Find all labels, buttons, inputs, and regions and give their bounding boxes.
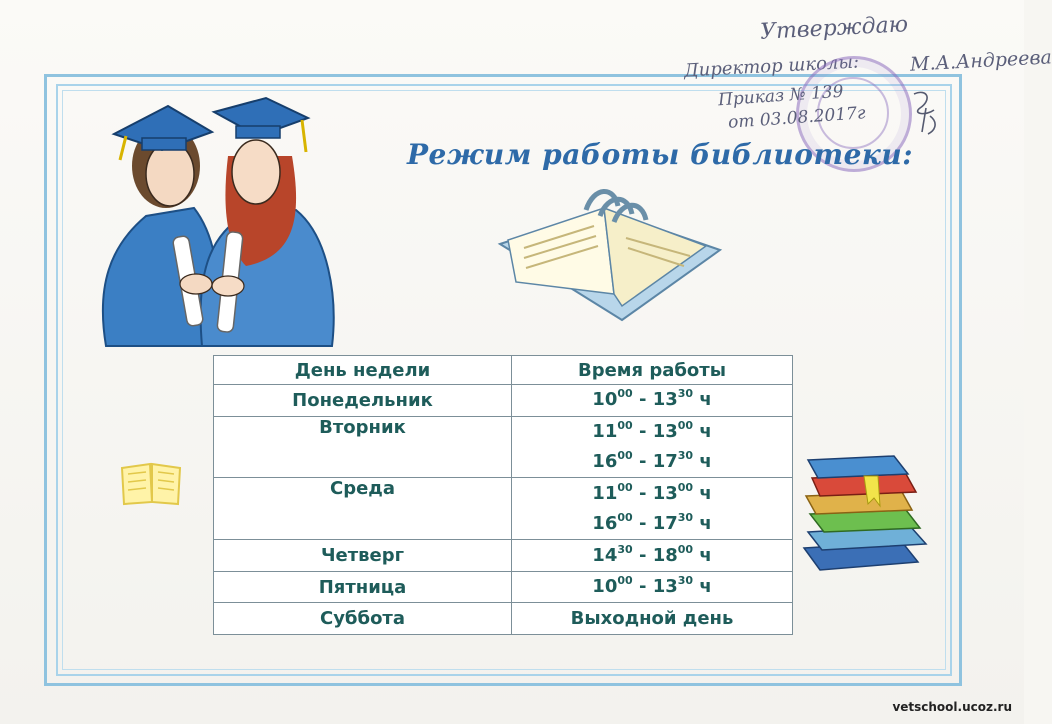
day-thursday: Четверг	[214, 540, 512, 572]
approval-date: от 03.08.2017г	[727, 103, 867, 133]
day-off-note: Выходной день	[570, 607, 734, 629]
graduates-illustration	[96, 96, 341, 346]
time-cell	[512, 385, 793, 417]
approval-director: Директор школы:	[683, 51, 860, 82]
time-range: $11^{00} - 13^{00}$ ч	[592, 480, 712, 504]
time-cell	[512, 478, 793, 540]
header-time: Время работы	[512, 356, 793, 385]
book-stack-illustration	[798, 452, 942, 576]
watermark: vetschool.ucoz.ru	[892, 700, 1012, 714]
small-book-icon	[120, 460, 184, 508]
time-range: $16^{00} - 17^{30}$ ч	[592, 448, 712, 472]
day-monday: Понедельник	[214, 385, 512, 417]
table-row	[214, 478, 793, 540]
signature	[908, 86, 944, 138]
time-cell	[512, 540, 793, 572]
time-cell	[512, 571, 793, 603]
table-row	[214, 603, 793, 635]
page-title: Режим работы библиотеки:	[407, 138, 914, 171]
approval-order: Приказ № 139	[717, 81, 845, 111]
schedule-table	[213, 355, 793, 635]
time-range: $10^{00} - 13^{30}$ ч	[592, 574, 712, 598]
time-cell	[512, 603, 793, 635]
approval-approved: Утверждаю	[759, 12, 909, 45]
time-cell	[512, 416, 793, 478]
open-book-illustration	[494, 186, 726, 326]
table-row	[214, 540, 793, 572]
table-header-row	[214, 356, 793, 385]
time-range: $14^{30} - 18^{00}$ ч	[592, 542, 712, 566]
time-range: $10^{00} - 13^{30}$ ч	[592, 387, 712, 411]
day-wednesday: Среда	[214, 478, 512, 540]
day-saturday: Суббота	[214, 603, 512, 635]
day-friday: Пятница	[214, 571, 512, 603]
table-row	[214, 571, 793, 603]
day-tuesday: Вторник	[214, 416, 512, 478]
approval-name: М.А.Андреева	[909, 46, 1052, 76]
header-day: День недели	[214, 356, 512, 385]
table-row	[214, 416, 793, 478]
time-range: $16^{00} - 17^{30}$ ч	[592, 510, 712, 534]
table-row	[214, 385, 793, 417]
time-range: $11^{00} - 13^{00}$ ч	[592, 418, 712, 442]
